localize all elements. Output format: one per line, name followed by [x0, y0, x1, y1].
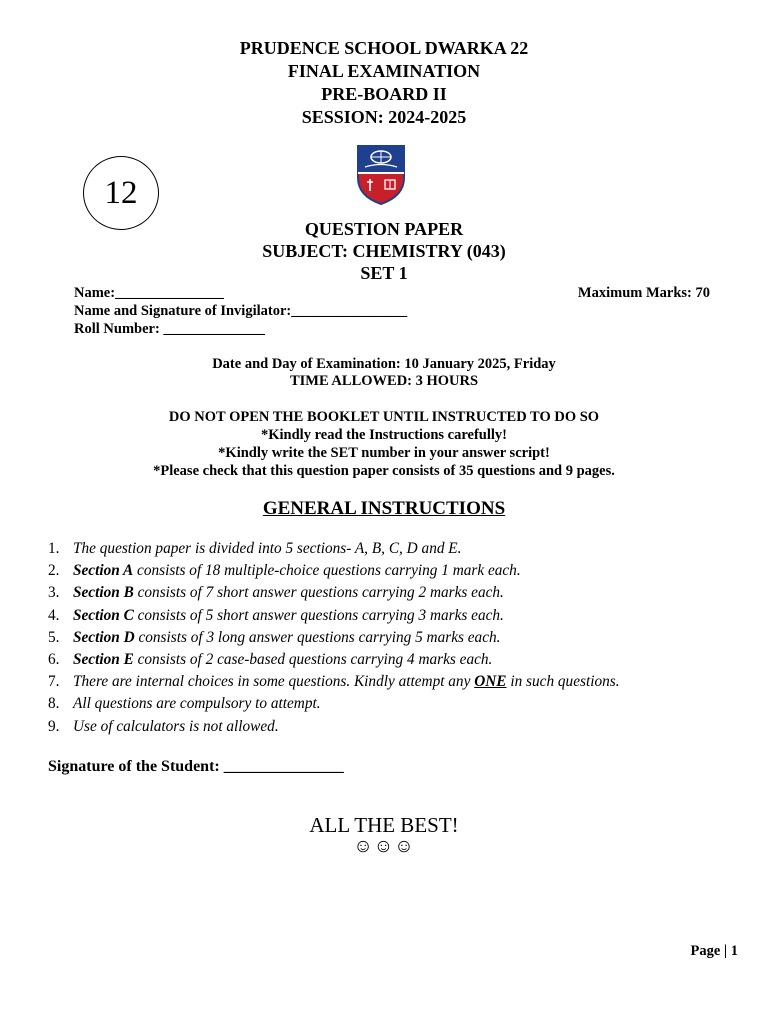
list-item — [48, 671, 620, 693]
section-label: Section A — [73, 562, 134, 580]
item-number: 3. — [48, 584, 60, 602]
item-number: 6. — [48, 651, 60, 669]
item-number: 2. — [48, 562, 60, 580]
section-label: Section E — [73, 651, 134, 669]
notice-line: *Kindly read the Instructions carefully! — [261, 427, 507, 443]
smiley-icons: ☺☺☺ — [353, 836, 415, 857]
section-label: Section B — [73, 584, 134, 602]
item-text-after: in such questions. — [506, 673, 620, 691]
list-item — [48, 716, 620, 738]
section-label: Section D — [73, 628, 135, 646]
list-item — [48, 560, 620, 582]
class-number: 12 — [104, 174, 138, 211]
item-text: consists of 18 multiple-choice questions carrying 1 mark each. — [133, 562, 521, 580]
item-text: The question paper is divided into 5 sections- A, B, C, D and E. — [73, 540, 462, 557]
list-item — [48, 649, 620, 671]
exam-date: Date and Day of Examination: 10 January 2025, Friday — [212, 356, 556, 372]
closing-message: ALL THE BEST! — [309, 813, 459, 837]
item-number: 7. — [48, 673, 60, 691]
list-item — [48, 538, 620, 560]
invigilator-field: Name and Signature of Invigilator:________________ — [74, 303, 408, 319]
paper-subject: SUBJECT: CHEMISTRY (043) — [262, 241, 506, 261]
notice-line: *Kindly write the SET number in your answer script! — [218, 445, 550, 461]
item-text: consists of 7 short answer questions carrying 2 marks each. — [133, 584, 504, 602]
list-item — [48, 627, 620, 649]
notice-line: DO NOT OPEN THE BOOKLET UNTIL INSTRUCTED TO DO SO — [168, 409, 600, 425]
list-item — [48, 582, 620, 604]
instructions-list — [48, 538, 620, 738]
roll-number-field: Roll Number: ______________ — [74, 321, 265, 337]
list-item — [48, 693, 620, 715]
session-title: SESSION: 2024-2025 — [301, 107, 467, 127]
instructions-heading: GENERAL INSTRUCTIONS — [262, 498, 506, 519]
student-signature-field: Signature of the Student: _______________ — [48, 758, 344, 775]
item-text: consists of 3 long answer questions carrying 5 marks each. — [134, 628, 501, 646]
item-text: All questions are compulsory to attempt. — [73, 695, 321, 713]
paper-title: QUESTION PAPER — [304, 219, 464, 239]
item-number: 5. — [48, 628, 60, 646]
item-number: 4. — [48, 606, 60, 624]
instructions-heading-wrap — [0, 498, 768, 520]
max-marks: Maximum Marks: 70 — [577, 285, 710, 301]
page-number: Page | 1 — [690, 943, 738, 959]
emphasis-one: ONE — [474, 673, 507, 691]
notice-line: *Please check that this question paper consists of 35 questions and 9 pages. — [153, 463, 615, 479]
section-label: Section C — [73, 606, 134, 624]
item-number: 9. — [48, 717, 60, 735]
school-crest-icon — [356, 144, 406, 206]
item-text: Use of calculators is not allowed. — [73, 717, 279, 735]
paper-set: SET 1 — [360, 263, 408, 283]
item-number: 8. — [48, 695, 60, 713]
item-number: 1. — [48, 540, 60, 557]
item-text: consists of 2 case-based questions carrying 4 marks each. — [133, 651, 493, 669]
list-item — [48, 605, 620, 627]
item-text: consists of 5 short answer questions carrying 3 marks each. — [133, 606, 504, 624]
exam-title: FINAL EXAMINATION — [287, 61, 481, 81]
item-text: There are internal choices in some questions. Kindly attempt any — [73, 673, 475, 691]
board-title: PRE-BOARD II — [321, 84, 447, 104]
name-field: Name:_______________ — [74, 285, 224, 301]
time-allowed: TIME ALLOWED: 3 HOURS — [289, 373, 479, 389]
school-name: PRUDENCE SCHOOL DWARKA 22 — [239, 38, 529, 58]
